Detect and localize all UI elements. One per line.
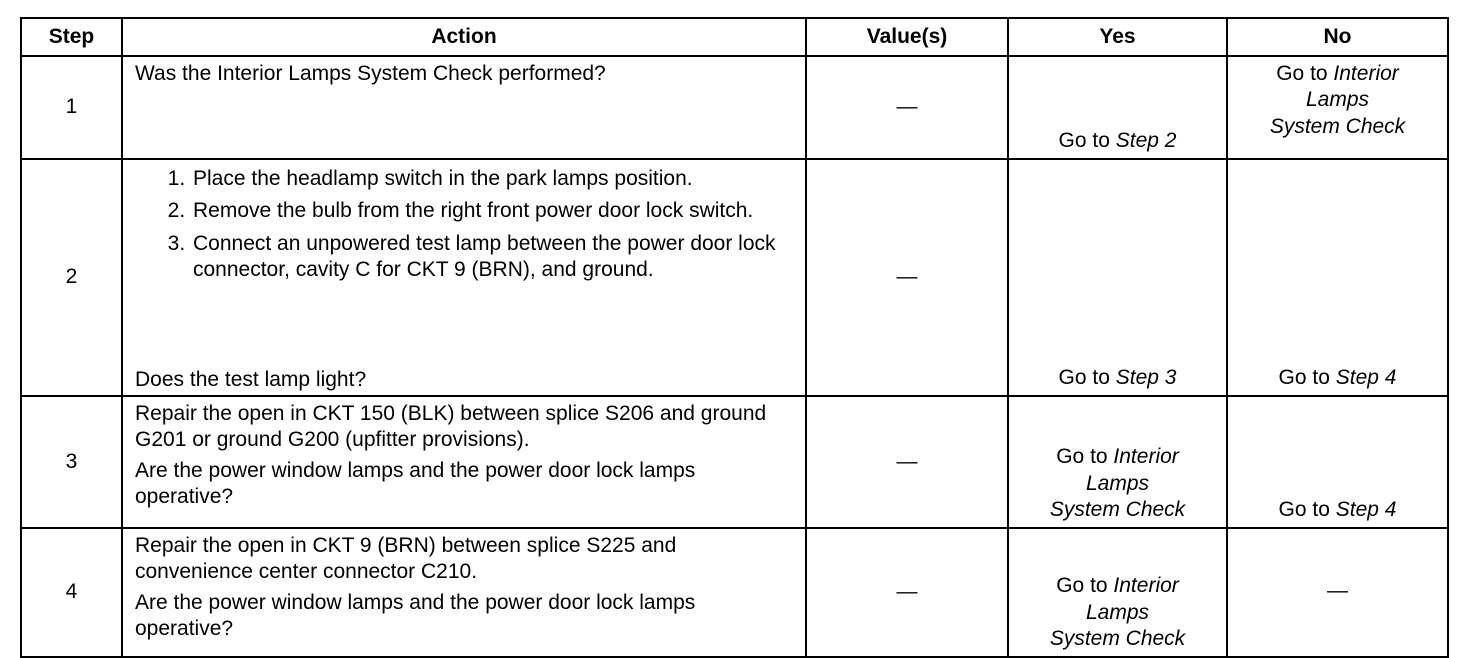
header-row — [21, 18, 1448, 56]
goto-target: Interior — [1113, 445, 1179, 469]
goto-target: Step 3 — [1115, 365, 1177, 389]
no-cell — [1227, 56, 1448, 159]
yes-cell — [1008, 159, 1227, 396]
value-cell: — — [806, 56, 1008, 159]
action-question: Does the test lamp light? — [135, 367, 367, 391]
procedure-item: 3. Connect an unpowered test lamp between the power door lock connector, cavity C for CKT 9 (BRN), and ground. — [191, 231, 797, 284]
action-text: Was the Interior Lamps System Check performed? — [135, 62, 606, 85]
table-row — [21, 56, 1448, 159]
goto-prefix: Go to — [1056, 445, 1114, 469]
value-cell: — — [806, 396, 1008, 528]
goto-prefix: Go to — [1058, 128, 1116, 152]
goto-target: Step 4 — [1335, 365, 1397, 389]
goto-prefix: Go to — [1276, 62, 1334, 85]
action-question: Are the power window lamps and the power door lock lamps operative? — [135, 458, 696, 508]
yes-cell — [1008, 56, 1227, 159]
action-cell — [122, 159, 806, 396]
action-text: Repair the open in CKT 150 (BLK) between splice S206 and ground G201 or ground G200 (upfitter provisions). — [135, 402, 767, 452]
goto-target: System Check — [1049, 497, 1186, 521]
goto-target: Interior — [1333, 62, 1399, 85]
goto-target: System Check — [1269, 114, 1406, 138]
header-step: Step — [21, 18, 122, 56]
action-cell — [122, 56, 806, 159]
goto-target: Interior — [1113, 574, 1179, 598]
no-cell — [1227, 159, 1448, 396]
value-cell: — — [806, 528, 1008, 657]
no-cell: — — [1227, 528, 1448, 657]
header-no: No — [1227, 18, 1448, 56]
step-number: 3 — [21, 396, 122, 528]
action-text: Repair the open in CKT 9 (BRN) between splice S225 and convenience center connector C210. — [135, 534, 677, 584]
table-row — [21, 396, 1448, 528]
header-values: Value(s) — [806, 18, 1008, 56]
value-cell: — — [806, 159, 1008, 396]
goto-target: Lamps — [1085, 600, 1150, 624]
procedure-item: 1. Place the headlamp switch in the park lamps position. — [191, 166, 797, 192]
goto-target: Step 4 — [1335, 497, 1397, 521]
goto-prefix: Go to — [1056, 574, 1114, 598]
goto-target: Lamps — [1085, 471, 1150, 495]
action-question: Are the power window lamps and the power door lock lamps operative? — [135, 590, 696, 640]
procedure-item: 2. Remove the bulb from the right front power door lock switch. — [191, 198, 797, 224]
header-action: Action — [122, 18, 806, 56]
step-number: 2 — [21, 159, 122, 396]
goto-prefix: Go to — [1058, 365, 1116, 389]
step-number: 1 — [21, 56, 122, 159]
step-number: 4 — [21, 528, 122, 657]
header-yes: Yes — [1008, 18, 1227, 56]
goto-target: System Check — [1049, 626, 1186, 650]
goto-target: Lamps — [1305, 88, 1370, 112]
procedure-list — [135, 166, 797, 289]
goto-target: Step 2 — [1115, 128, 1177, 152]
action-cell — [122, 396, 806, 528]
no-cell — [1227, 396, 1448, 528]
goto-prefix: Go to — [1278, 365, 1336, 389]
yes-cell — [1008, 396, 1227, 528]
table-row — [21, 159, 1448, 396]
diagnostic-table — [20, 17, 1449, 658]
goto-prefix: Go to — [1278, 497, 1336, 521]
